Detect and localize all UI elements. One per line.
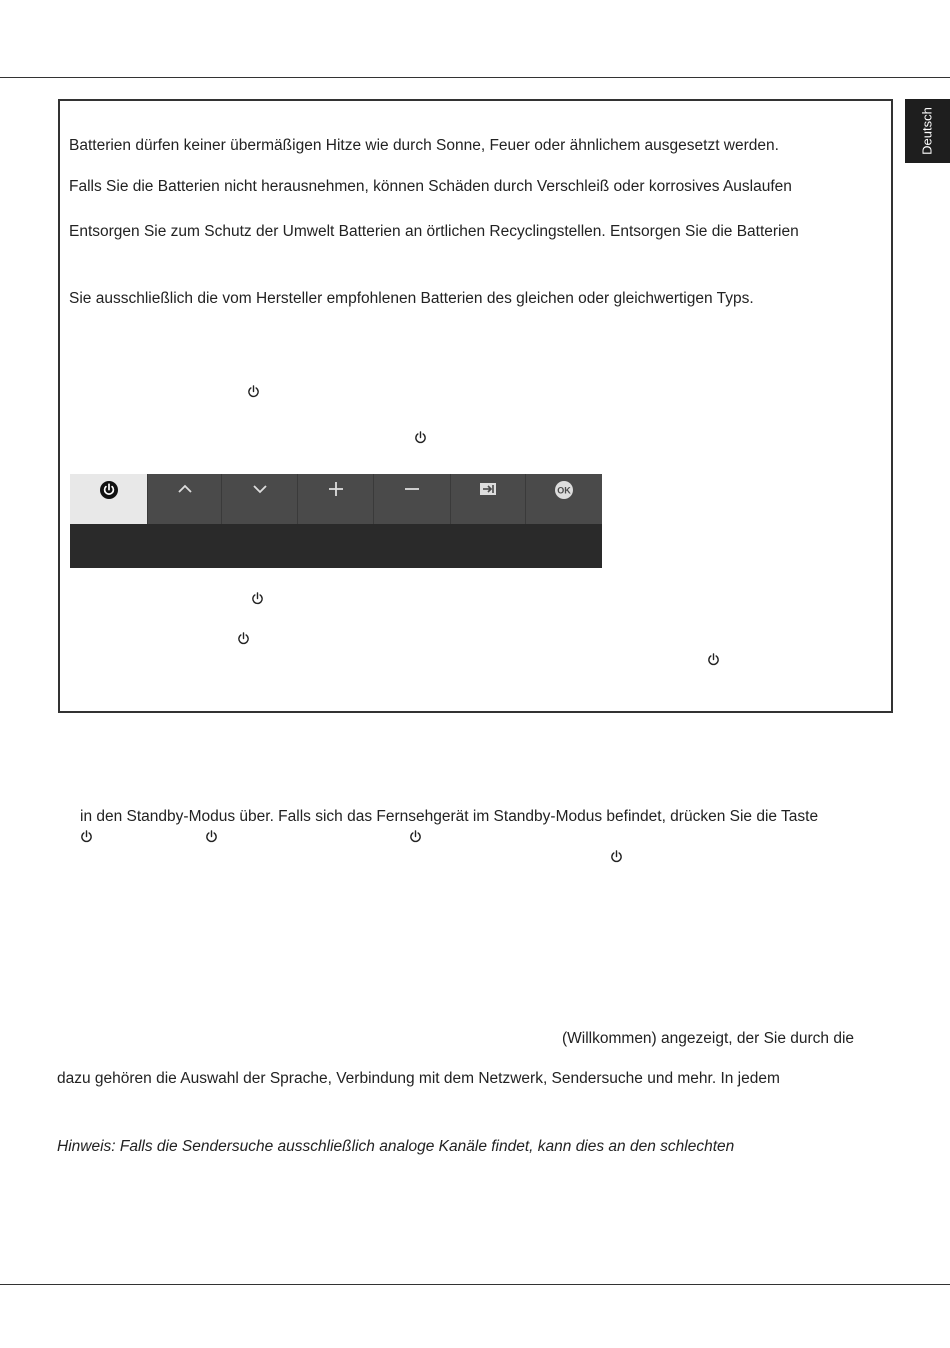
language-tab (905, 99, 950, 163)
footer-rule (0, 1284, 950, 1285)
notice-line-leak: Falls Sie die Batterien nicht herausnehmen, können Schäden durch Verschleiß oder korrosives Auslaufen (69, 178, 792, 195)
keypad-up-key[interactable] (148, 474, 222, 524)
ok-key-label: OK (557, 485, 571, 496)
ok-icon (554, 480, 574, 500)
notice-line-heat: Batterien dürfen keiner übermäßigen Hitze wie durch Sonne, Feuer oder ähnlichem ausgesetzt werden. (69, 137, 779, 154)
plus-icon (327, 480, 345, 498)
language-tab-label: Deutsch (919, 107, 935, 155)
welcome-line: (Willkommen) angezeigt, der Sie durch die (562, 1030, 855, 1047)
keypad-minus-key[interactable] (374, 474, 451, 524)
chevron-up-icon (176, 480, 194, 498)
setup-line: dazu gehören die Auswahl der Sprache, Verbindung mit dem Netzwerk, Sendersuche und mehr. In jedem (57, 1070, 780, 1087)
power-icon (409, 830, 422, 843)
power-icon (707, 653, 720, 666)
keypad-ok-key[interactable] (526, 474, 602, 524)
power-icon (247, 385, 260, 398)
header-rule (0, 77, 950, 78)
chevron-down-icon (251, 480, 269, 498)
power-icon (80, 830, 93, 843)
power-icon (610, 850, 623, 863)
notice-line-types: Sie ausschließlich die vom Hersteller empfohlenen Batterien des gleichen oder gleichwertigen Typs. (69, 290, 754, 307)
power-icon (251, 592, 264, 605)
standby-line: in den Standby-Modus über. Falls sich das Fernsehgerät im Standby-Modus befindet, drücken Sie die Taste (80, 808, 819, 825)
power-icon (99, 480, 119, 500)
power-icon (237, 632, 250, 645)
keypad-down-key[interactable] (222, 474, 298, 524)
keypad-power-key[interactable] (70, 474, 148, 524)
keypad-base (70, 524, 602, 568)
keypad-input-key[interactable] (451, 474, 526, 524)
notice-line-recycle: Entsorgen Sie zum Schutz der Umwelt Batterien an örtlichen Recyclingstellen. Entsorgen Sie die Batterien (69, 223, 799, 240)
keypad-plus-key[interactable] (298, 474, 374, 524)
input-source-icon (478, 480, 498, 498)
tv-keypad (70, 474, 602, 568)
hint-line: Hinweis: Falls die Sendersuche ausschließlich analoge Kanäle findet, kann dies an den schlechten (57, 1138, 735, 1155)
minus-icon (403, 480, 421, 498)
power-icon (205, 830, 218, 843)
power-icon (414, 431, 427, 444)
